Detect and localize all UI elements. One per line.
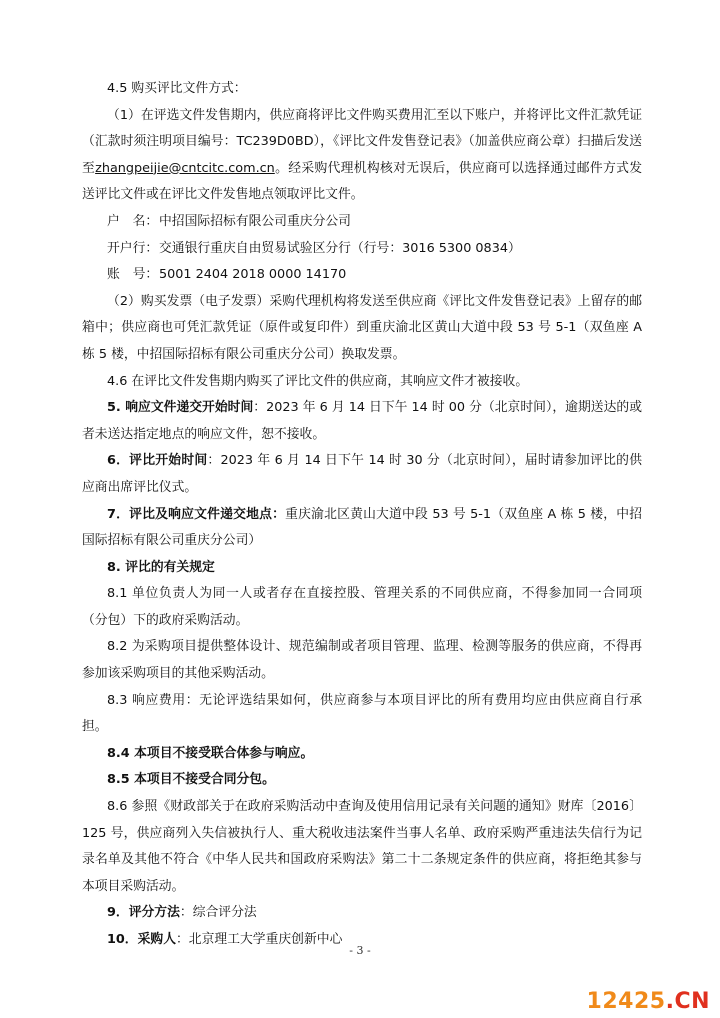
section-8-title: 8. 评比的有关规定 bbox=[107, 559, 215, 575]
page-number: - 3 - bbox=[349, 944, 371, 957]
account-name-label: 户 名： bbox=[107, 213, 159, 229]
section-6-label: 6．评比开始时间 bbox=[107, 453, 208, 469]
section-6: 6．评比开始时间：2023 年 6 月 14 日下午 14 时 30 分（北京时间），届时请参加评比的供应商出席评比仪式。 bbox=[82, 453, 642, 495]
section-7-label: 7．评比及响应文件递交地点： bbox=[107, 506, 286, 522]
section-7: 7．评比及响应文件递交地点：重庆渝北区黄山大道中段 53 号 5-1（双鱼座 A 栋 5 楼，中招国际招标有限公司重庆分公司） bbox=[82, 506, 642, 549]
email-link[interactable]: zhangpeijie@cntcitc.com.cn bbox=[95, 160, 275, 176]
section-5-label: 5. 响应文件递交开始时间 bbox=[107, 400, 254, 416]
section-8-4: 8.4 本项目不接受联合体参与响应。 bbox=[107, 745, 314, 761]
account-name-row bbox=[82, 209, 642, 236]
section-8-1: 8.1 单位负责人为同一人或者存在直接控股、管理关系的不同供应商，不得参加同一合同项（分包）下的政府采购活动。 bbox=[82, 586, 642, 628]
account-bank-value: 交通银行重庆自由贸易试验区分行（行号：3016 5300 0834） bbox=[159, 240, 521, 256]
section-9: 9．评分方法：综合评分法 bbox=[107, 905, 257, 921]
account-number-row bbox=[82, 262, 642, 289]
section-10-label: 10．采购人 bbox=[107, 932, 176, 947]
section-8-3: 8.3 响应费用：无论评选结果如何，供应商参与本项目评比的所有费用均应由供应商自行承担。 bbox=[82, 692, 642, 735]
section-5: 5. 响应文件递交开始时间：2023 年 6 月 14 日下午 14 时 00 分（北京时间），逾期送达的或者未送达指定地点的响应文件，恕不接收。 bbox=[82, 400, 642, 442]
section-4-6: 4.6 在评比文件发售期内购买了评比文件的供应商，其响应文件才被接收。 bbox=[107, 373, 529, 389]
account-bank-label: 开户行： bbox=[107, 240, 159, 256]
document-body bbox=[82, 76, 642, 954]
account-number-label: 账 号： bbox=[107, 267, 159, 283]
account-bank-row bbox=[82, 236, 642, 263]
section-4-5-title: 4.5 购买评比文件方式： bbox=[107, 81, 247, 96]
account-number-value: 5001 2404 2018 0000 14170 bbox=[159, 267, 347, 283]
section-4-5-paragraph-2: （2）购买发票（电子发票）采购代理机构将发送至供应商《评比文件发售登记表》上留存的邮箱中；供应商也可凭汇款凭证（原件或复印件）到重庆渝北区黄山大道中段 53 号 5-1（双鱼座 A 栋 5 楼，中招国际招标有限公司重庆分公司）换取发票。 bbox=[82, 293, 642, 362]
section-9-label: 9．评分方法 bbox=[107, 905, 180, 921]
section-8-5: 8.5 本项目不接受合同分包。 bbox=[107, 772, 275, 788]
section-8-6: 8.6 参照《财政部关于在政府采购活动中查询及使用信用记录有关问题的通知》财库〔2016〕125 号，供应商列入失信被执行人、重大税收违法案件当事人名单、政府采购严重违法失信行为记录名单及其他不符合《中华人民共和国政府采购法》第二十二条规定条件的供应商，将拒绝其参与本项目采购活动。 bbox=[82, 799, 642, 894]
section-8-2: 8.2 为采购项目提供整体设计、规范编制或者项目管理、监理、检测等服务的供应商，不得再参加该采购项目的其他采购活动。 bbox=[82, 639, 642, 682]
section-4-5-paragraph-1: （1）在评选文件发售期内，供应商将评比文件购买费用汇至以下账户，并将评比文件汇款凭证（汇款时须注明项目编号：TC239D0BD），《评比文件发售登记表》（加盖供应商公章）扫描后发送至zhangpeijie@cntcitc.com.cn。经采购代理机构核对无误后，供应商可以选择通过邮件方式发送评比文件或在评比文件发售地点领取评比文件。 bbox=[82, 107, 643, 203]
section-10: 10．采购人：北京理工大学重庆创新中心 bbox=[107, 932, 343, 947]
site-watermark-logo: 12425.CN bbox=[586, 989, 710, 1014]
account-name-value: 中招国际招标有限公司重庆分公司 bbox=[159, 213, 351, 229]
